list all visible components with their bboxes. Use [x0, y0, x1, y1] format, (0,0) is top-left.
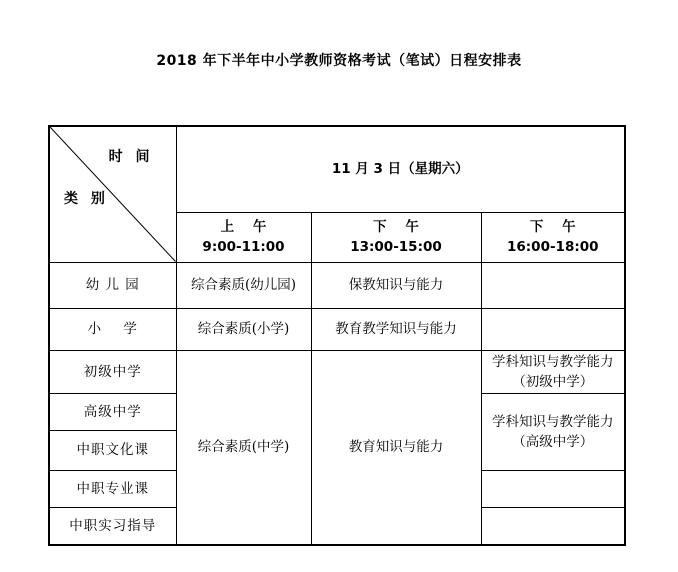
cell-kindergarten-s1: 综合素质(幼儿园)	[176, 262, 311, 308]
date-header: 11 月 3 日（星期六）	[176, 126, 625, 212]
cell-kindergarten-s3	[481, 262, 625, 308]
diagonal-header-cell	[49, 126, 176, 262]
category-junior: 初级中学	[49, 350, 176, 393]
session-time: 16:00-18:00	[506, 239, 599, 255]
session-time: 13:00-15:00	[350, 239, 442, 255]
schedule-table	[48, 125, 626, 546]
category-vocational-intern: 中职实习指导	[49, 507, 176, 545]
corner-label-category: 类 别	[64, 191, 109, 207]
cell-vocational-major-s3	[481, 470, 625, 507]
cell-senior-s3: 学科知识与教学能力（高级中学）	[481, 393, 625, 470]
cell-primary-s1: 综合素质(小学)	[176, 308, 311, 350]
session-label: 上 午	[220, 219, 267, 235]
cell-primary-s3	[481, 308, 625, 350]
corner-label-time: 时 间	[108, 149, 154, 165]
table-row	[49, 262, 625, 308]
category-kindergarten: 幼 儿 园	[49, 262, 176, 308]
page-title: 2018 年下半年中小学教师资格考试（笔试）日程安排表	[156, 53, 522, 69]
session-header-afternoon-2	[481, 212, 625, 262]
category-vocational-culture: 中职文化课	[49, 430, 176, 470]
cell-secondary-s2: 教育知识与能力	[311, 350, 481, 545]
session-time: 9:00-11:00	[202, 239, 285, 255]
cell-secondary-s1: 综合素质(中学)	[176, 350, 311, 545]
category-vocational-major: 中职专业课	[49, 470, 176, 507]
header-row-date	[49, 126, 625, 212]
session-label: 下 午	[529, 219, 576, 235]
cell-kindergarten-s2: 保教知识与能力	[311, 262, 481, 308]
cell-junior-s3: 学科知识与教学能力（初级中学）	[481, 350, 625, 393]
table-row	[49, 350, 625, 393]
session-header-morning	[176, 212, 311, 262]
cell-vocational-intern-s3	[481, 507, 625, 545]
session-label: 下 午	[373, 219, 419, 235]
category-primary: 小 学	[49, 308, 176, 350]
table-row	[49, 308, 625, 350]
category-senior: 高级中学	[49, 393, 176, 430]
session-header-afternoon-1	[311, 212, 481, 262]
cell-primary-s2: 教育教学知识与能力	[311, 308, 481, 350]
